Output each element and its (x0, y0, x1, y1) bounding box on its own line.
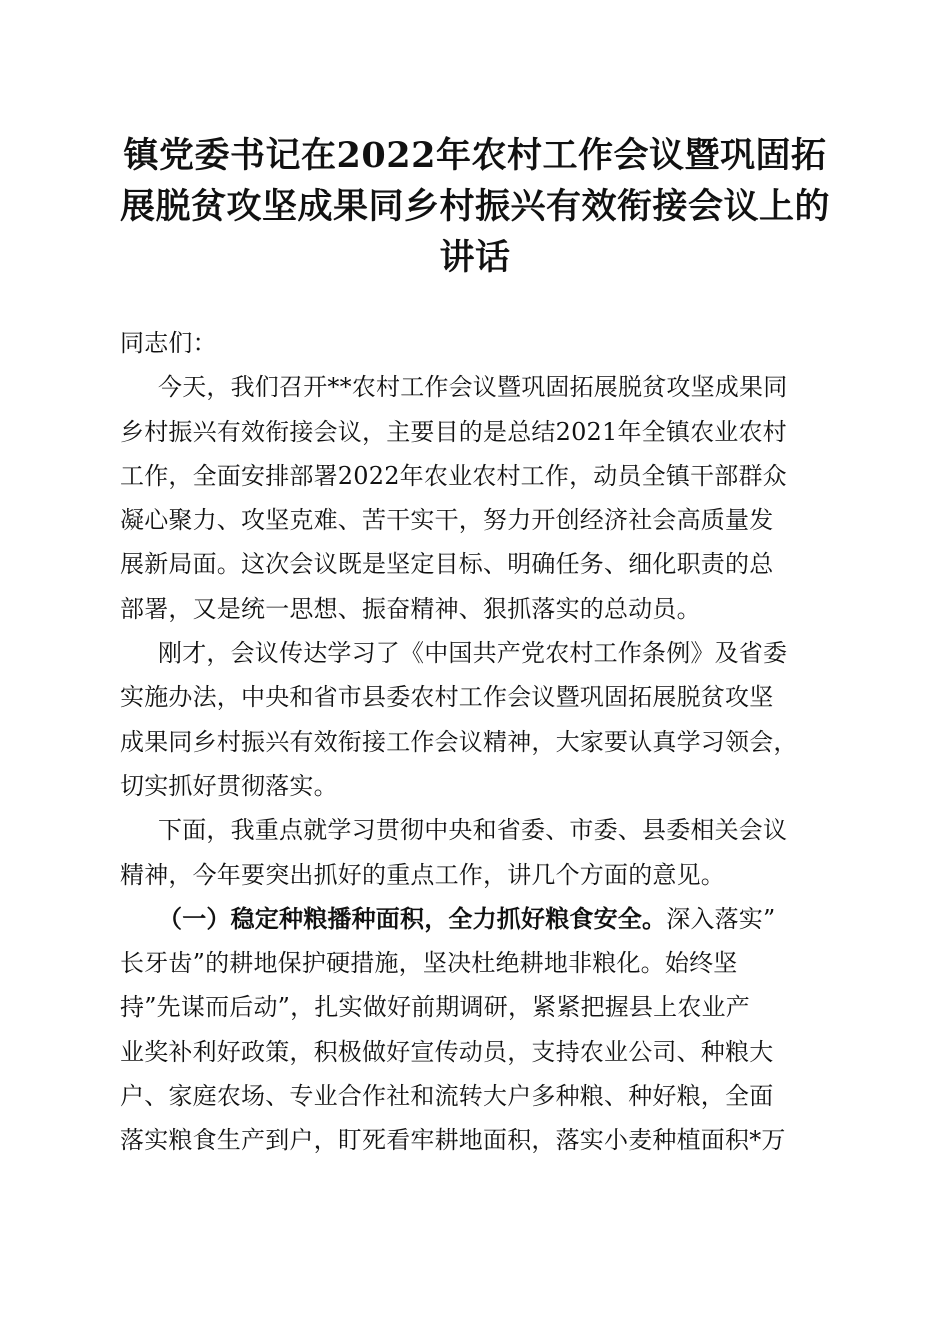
text-line: 业奖补利好政策，积极做好宣传动员，支持农业公司、种粮大 (120, 1037, 774, 1066)
paragraph-intro (120, 808, 840, 897)
paragraph-opening (120, 365, 840, 631)
text-line: 长牙齿”的耕地保护硬措施，坚决杜绝耕地非粮化。始终坚 (120, 949, 738, 978)
text-line: 落实粮食生产到户，盯死看牢耕地面积，落实小麦种植面积*万 (120, 1126, 786, 1155)
title-line: 讲话 (439, 237, 511, 278)
salutation: 同志们： (120, 329, 217, 357)
paragraph-section-1 (120, 897, 840, 1163)
text-line: 持”先谋而后动”，扎实做好前期调研，紧紧把握县上农业产 (120, 993, 750, 1022)
text-line: 工作，全面安排部署2022年农业农村工作，动员全镇干部群众 (120, 461, 787, 490)
title-line: 镇党委书记在2022年农村工作会议暨巩固拓 (123, 135, 827, 176)
text-line: 乡村振兴有效衔接会议，主要目的是总结2021年全镇农业农村 (120, 417, 787, 446)
text-line: 刚才，会议传达学习了《中国共产党农村工作条例》及省委 (158, 639, 788, 668)
section-text: 深入落实” (666, 904, 776, 933)
text-line: 成果同乡村振兴有效衔接工作会议精神，大家要认真学习领会， (120, 727, 798, 756)
text-line: 部署，又是统一思想、振奋精神、狠抓落实的总动员。 (120, 594, 701, 623)
text-line: 精神，今年要突出抓好的重点工作，讲几个方面的意见。 (120, 860, 725, 889)
text-line: 切实抓好贯彻落实。 (120, 771, 338, 800)
text-line (120, 897, 840, 941)
document-title (100, 130, 850, 283)
text-line: 凝心聚力、攻坚克难、苦干实干，努力开创经济社会高质量发 (120, 506, 774, 535)
document-body (120, 321, 840, 1163)
paragraph-review (120, 631, 840, 808)
section-heading: （一）稳定种粮播种面积，全力抓好粮食安全。 (158, 903, 667, 933)
title-line: 展脱贫攻坚成果同乡村振兴有效衔接会议上的 (119, 186, 830, 227)
text-line: 今天，我们召开**农村工作会议暨巩固拓展脱贫攻坚成果同 (158, 373, 788, 402)
text-line: 实施办法，中央和省市县委农村工作会议暨巩固拓展脱贫攻坚 (120, 683, 774, 712)
text-line: 户、家庭农场、专业合作社和流转大户多种粮、种好粮，全面 (120, 1082, 774, 1111)
text-line: 下面，我重点就学习贯彻中央和省委、市委、县委相关会议 (158, 816, 788, 845)
text-line: 展新局面。这次会议既是坚定目标、明确任务、细化职责的总 (120, 550, 774, 579)
